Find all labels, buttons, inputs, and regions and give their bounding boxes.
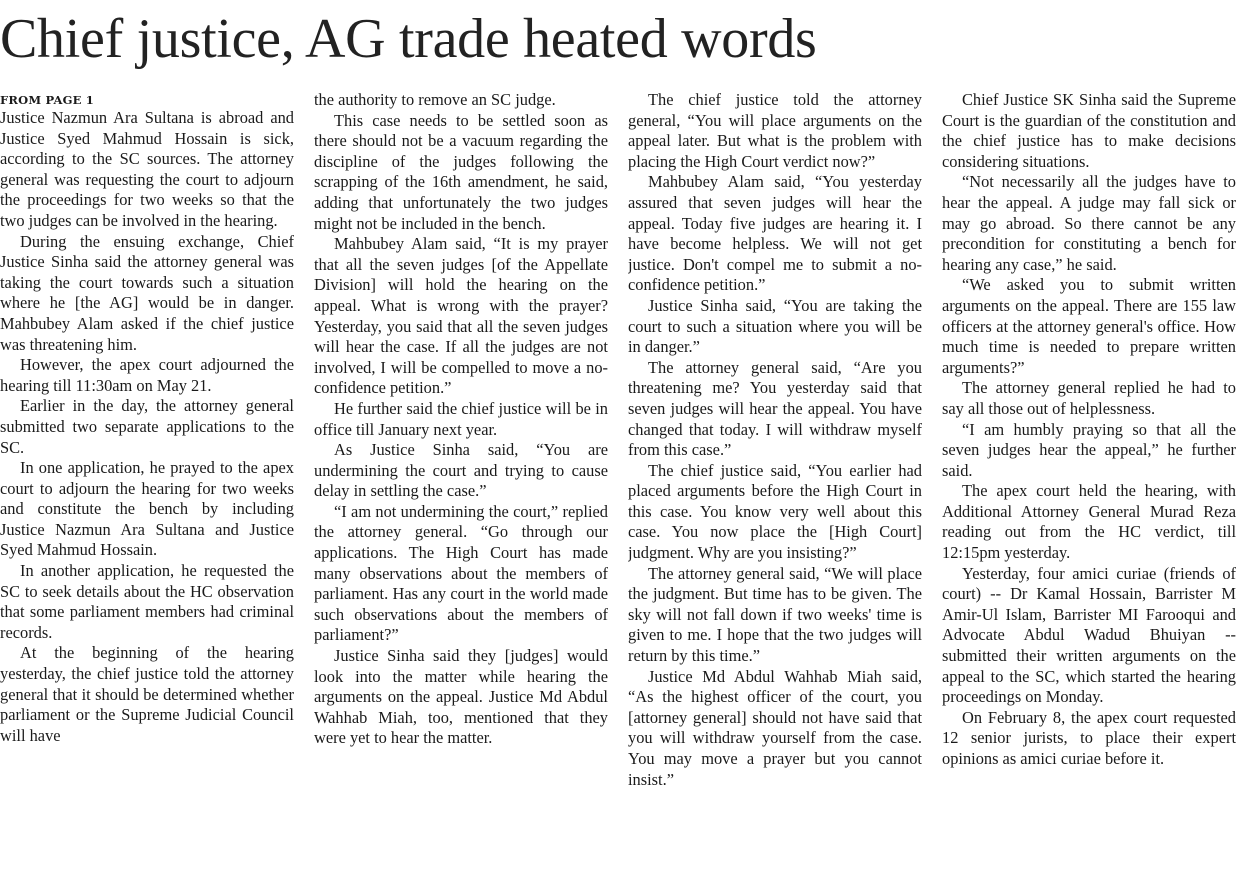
paragraph: The chief justice told the attorney general, “You will place arguments on the appeal later. But what is the problem with placing the High Court verdict now?” [628,90,922,171]
paragraph: The apex court held the hearing, with Additional Attorney General Murad Reza reading out from the HC verdict, till 12:15pm yesterday. [942,481,1236,563]
paragraph: “I am humbly praying so that all the seven judges hear the appeal,” he further said. [942,419,1236,480]
paragraph: The attorney general replied he had to say all those out of helplessness. [942,378,1236,418]
continued-from-label: FROM PAGE 1 [0,93,94,107]
paragraph: He further said the chief justice will be in office till January next year. [314,398,608,439]
article-column-4 [942,90,1236,890]
paragraph: This case needs to be settled soon as there should not be a vacuum regarding the discipline of the judges following the scrapping of the 16th amendment, he said, adding that unfortunately the two judges might not be included in the bench. [314,110,608,233]
paragraph: “I am not undermining the court,” replied the attorney general. “Go through our applications. The High Court has made many observations about the members of parliament. Has any court in the world made such observations about the members of parliament?” [314,501,608,645]
paragraph: Justice Sinha said they [judges] would look into the matter while hearing the arguments on the appeal. Justice Md Abdul Wahhab Miah, too, mentioned that they were yet to hear the matter. [314,646,608,748]
paragraph: In one application, he prayed to the apex court to adjourn the hearing for two weeks and constitute the bench by including Justice Nazmun Ara Sultana and Justice Syed Mahmud Hossain. [0,458,294,560]
paragraph: At the beginning of the hearing yesterday, the chief justice told the attorney general that it should be determined whether parliament or the Supreme Judicial Council will have [0,643,294,745]
paragraph: the authority to remove an SC judge. [314,90,556,109]
article-column-3 [628,90,922,890]
headline: Chief justice, AG trade heated words [0,8,817,70]
paragraph: Justice Md Abdul Wahhab Miah said, “As the highest officer of the court, you [attorney general] should not have said that you will withdraw yourself from the case. You may move a prayer but you cannot insist.” [628,666,922,789]
paragraph: “Not necessarily all the judges have to hear the appeal. A judge may fall sick or may go abroad. So there cannot be any precondition for constituting a bench for hearing any case,” he said. [942,172,1236,274]
paragraph: Earlier in the day, the attorney general submitted two separate applications to the SC. [0,396,294,457]
article-column-2 [314,90,608,890]
paragraph: Mahbubey Alam said, “You yesterday assured that seven judges will hear the appeal. Today five judges are hearing it. I have become helpless. We will not get justice. Don't compel me to submit a no-confidence petition.” [628,172,922,295]
paragraph: On February 8, the apex court requested 12 senior jurists, to place their expert opinions as amici curiae before it. [942,707,1236,768]
paragraph: Mahbubey Alam said, “It is my prayer that all the seven judges [of the Appellate Division] will hold the hearing on the appeal. What is wrong with the prayer? Yesterday, you said that all the seven judges will hear the case. If all the judges are not involved, I will be compelled to move a no-confidence petition.” [314,234,608,398]
paragraph: Justice Sinha said, “You are taking the court to such a situation where you will be in danger.” [628,295,922,357]
paragraph: Justice Nazmun Ara Sultana is abroad and Justice Syed Mahmud Hossain is sick, according to the SC sources. The attorney general was requesting the court to adjourn the proceedings for two weeks so that the two judges can be involved in the hearing. [0,108,294,230]
paragraph: The chief justice said, “You earlier had placed arguments before the High Court in this case. You know very well about this case. You now place the [High Court] judgment. Why are you insisting?” [628,460,922,563]
paragraph: “We asked you to submit written arguments on the appeal. There are 155 law officers at the attorney general's office. How much time is needed to prepare written arguments?” [942,275,1236,377]
article-body [0,90,1240,890]
paragraph: During the ensuing exchange, Chief Justice Sinha said the attorney general was taking the court towards such a situation where he [the AG] would be in danger. Mahbubey Alam asked if the chief justice was threatening him. [0,231,294,354]
paragraph: However, the apex court adjourned the hearing till 11:30am on May 21. [0,355,294,395]
article-column-1 [0,90,294,890]
paragraph: As Justice Sinha said, “You are undermining the court and trying to cause delay in settling the case.” [314,440,608,501]
paragraph: The attorney general said, “Are you threatening me? You yesterday said that seven judges will hear the appeal. You have changed that today. I will withdraw myself from this case.” [628,357,922,460]
paragraph: Yesterday, four amici curiae (friends of court) -- Dr Kamal Hossain, Barrister M Amir-Ul Islam, Barrister MI Farooqui and Advocate Abdul Wadud Bhuiyan -- submitted their written arguments on the appeal to the SC, which started the hearing proceedings on Monday. [942,563,1236,707]
paragraph: In another application, he requested the SC to seek details about the HC observation that some parliament members had criminal records. [0,561,294,642]
paragraph: The attorney general said, “We will place the judgment. But time has to be given. The sky will not fall down if two weeks' time is given to me. I hope that the two judges will return by this time.” [628,563,922,666]
paragraph: Chief Justice SK Sinha said the Supreme Court is the guardian of the constitution and the chief justice has to make decisions considering situations. [942,90,1236,171]
